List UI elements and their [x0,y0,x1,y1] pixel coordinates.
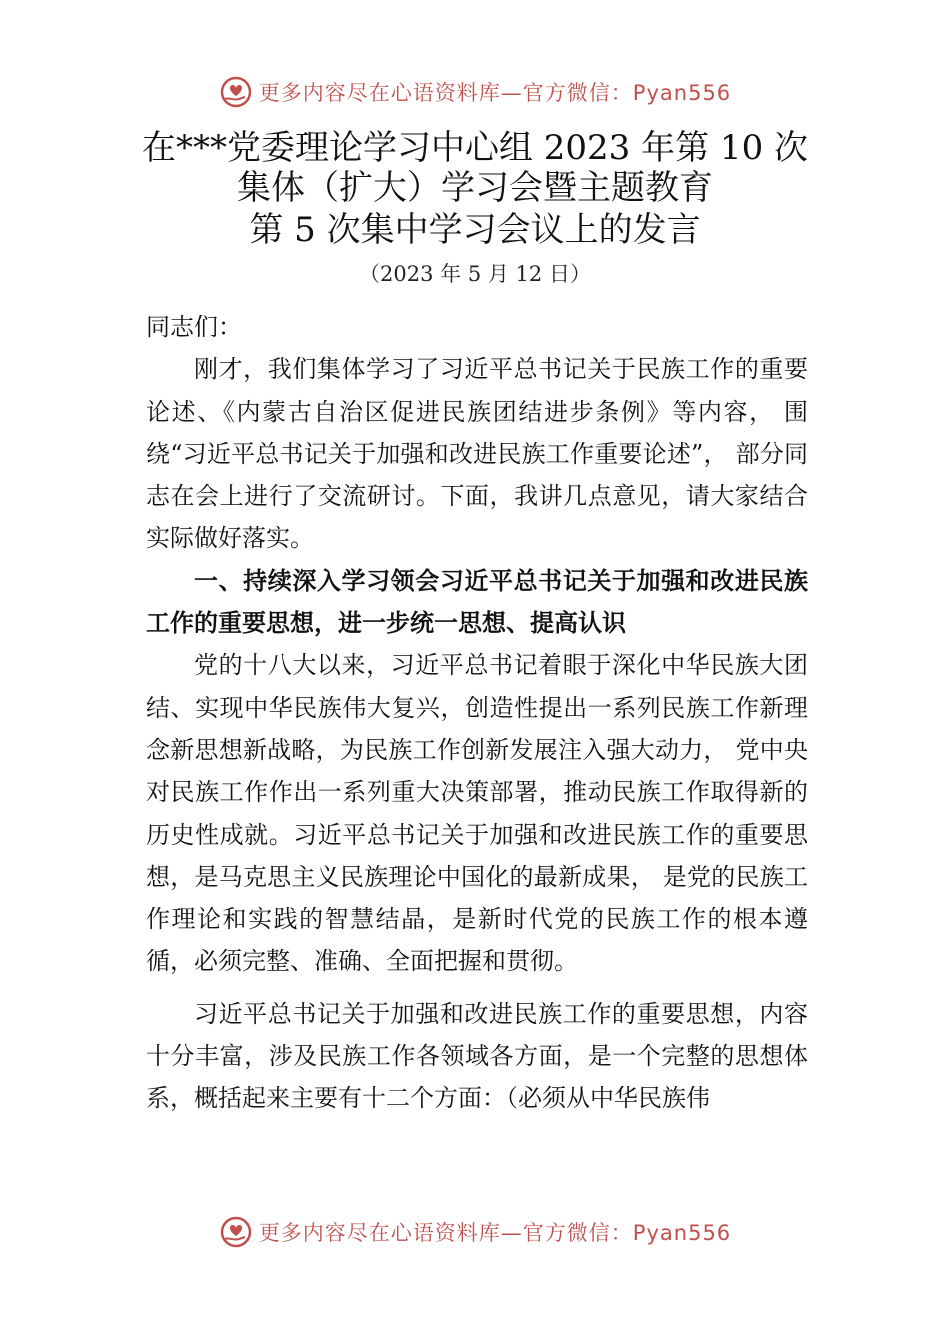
document-title-line-1: 在***党委理论学习中心组 2023 年第 10 次 [141,128,809,168]
paragraph-1: 刚才，我们集体学习了习近平总书记关于民族工作的重要论述、《内蒙古自治区促进民族团结进步条例》等内容， 围绕“习近平总书记关于加强和改进民族工作重要论述”， 部分同志在会上进行了交流研讨。下面，我讲几点意见，请大家结合实际做好落实。 [146,355,808,553]
paragraph-2: 党的十八大以来，习近平总书记着眼于深化中华民族大团结、实现中华民族伟大复兴，创造性提出一系列民族工作新理念新思想新战略，为民族工作创新发展注入强大动力， 党中央对民族工作作出一系列重大决策部署，推动民族工作取得新的历史性成就。习近平总书记关于加强和改进民族工作的重要思想，是马克思主义民族理论中国化的最新成果， 是党的民族工作理论和实践的智慧结晶，是新时代党的民族工作的根本遵循，必须完整、准确、全面把握和贯彻。 [146,651,808,976]
document-body [146,306,808,1120]
paragraph-3: 习近平总书记关于加强和改进民族工作的重要思想，内容十分丰富，涉及民族工作各领域各方面，是一个完整的思想体系，概括起来主要有十二个方面：（必须从中华民族伟 [146,999,808,1113]
document-date: （2023 年 5 月 12 日） [359,262,591,286]
watermark-text: 更多内容尽在心语资料库—官方微信：Pyan556 [258,1221,732,1245]
watermark-top [0,72,950,112]
hand-heart-logo-icon [219,1215,253,1249]
watermark-bottom [0,1212,950,1252]
document-title-line-3: 第 5 次集中学习会议上的发言 [249,210,701,250]
hand-heart-logo-icon [219,75,253,109]
salutation: 同志们： [146,313,242,341]
watermark-text: 更多内容尽在心语资料库—官方微信：Pyan556 [258,81,732,105]
document-title-line-2: 集体（扩大）学习会暨主题教育 [237,168,713,208]
section-heading-1: 一、持续深入学习领会习近平总书记关于加强和改进民族工作的重要思想，进一步统一思想、提高认识 [146,566,808,638]
